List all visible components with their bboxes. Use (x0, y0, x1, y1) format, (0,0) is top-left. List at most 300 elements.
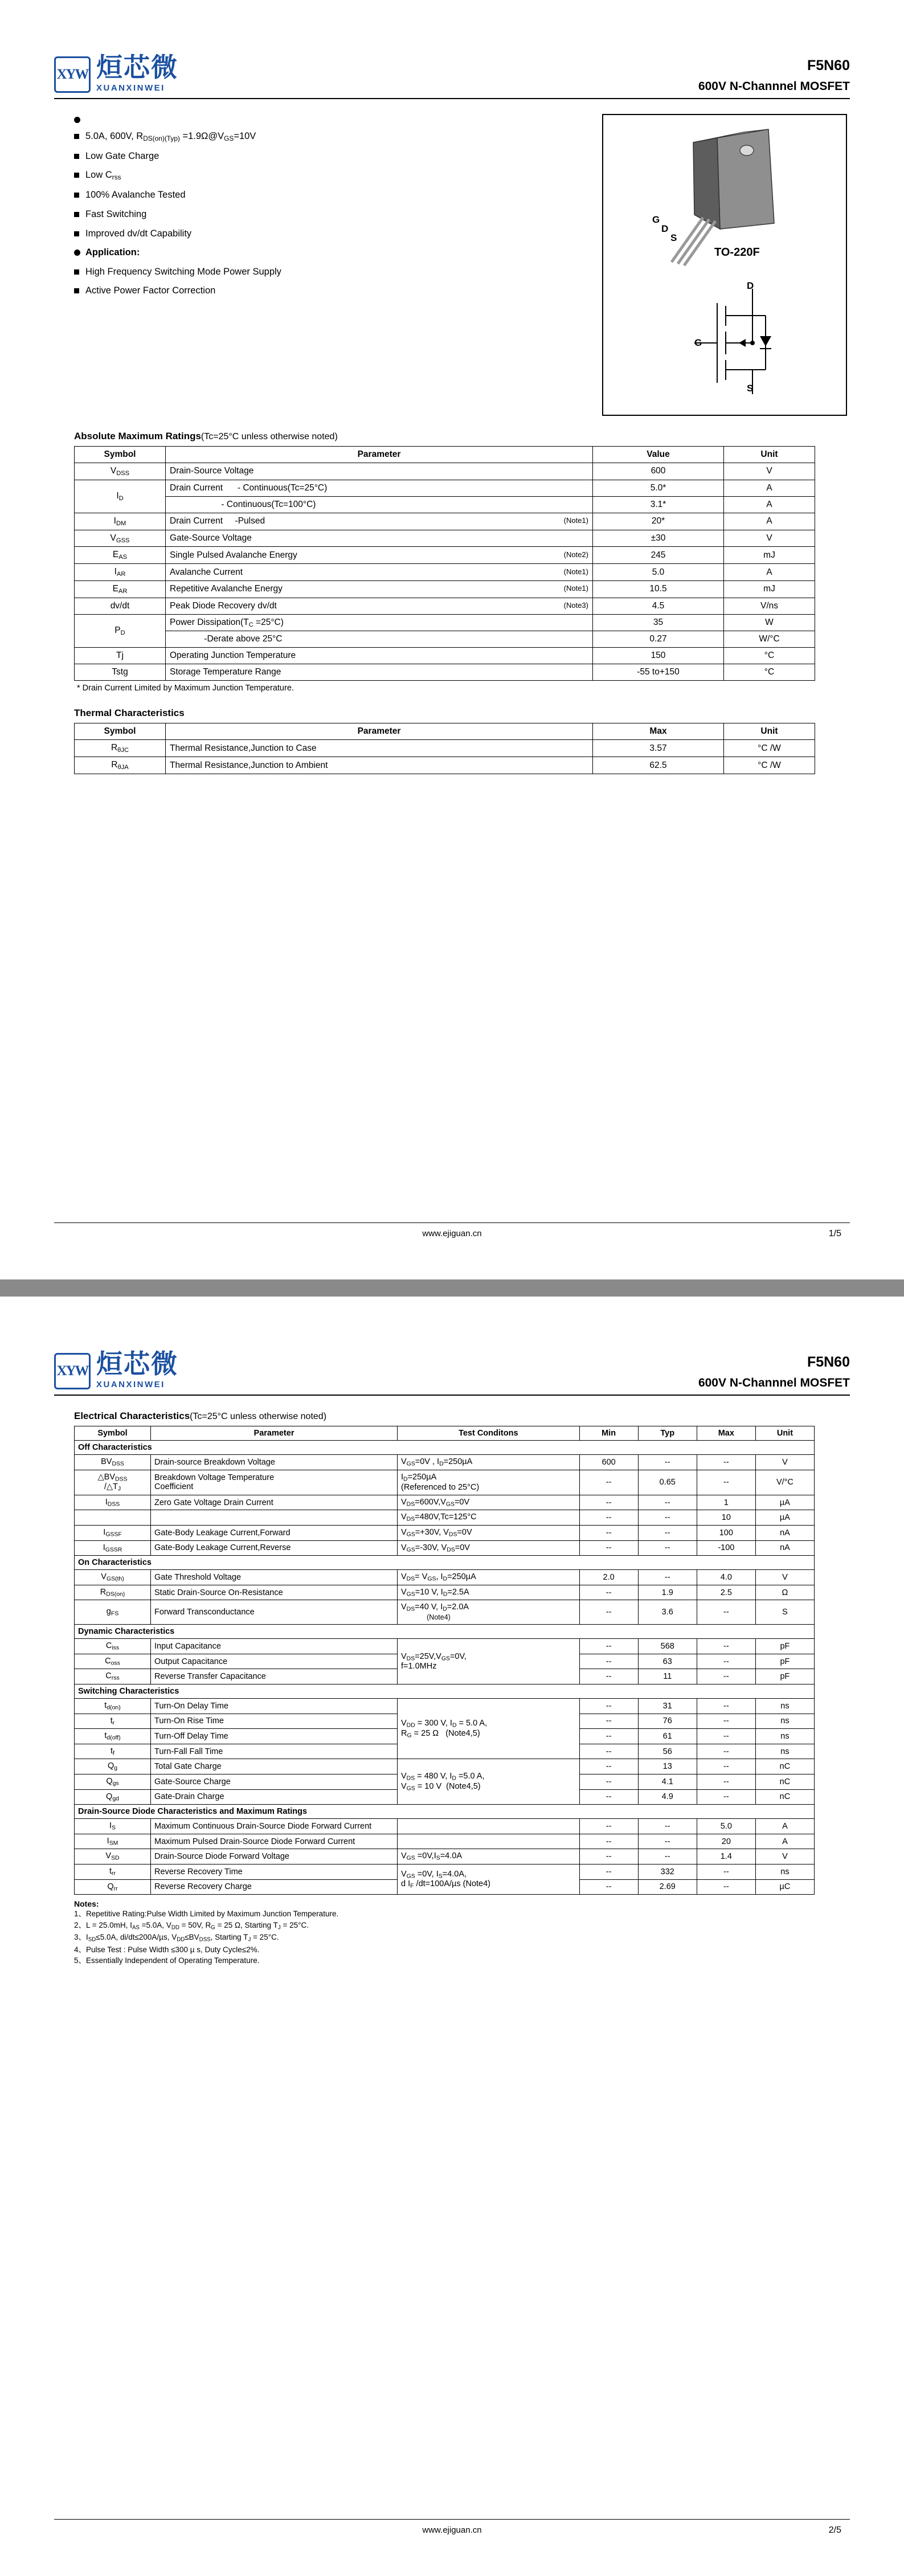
cell-parameter: Total Gate Charge (151, 1759, 398, 1774)
cell-unit: mJ (724, 580, 815, 598)
table-row (75, 1698, 815, 1714)
group-title: On Characteristics (75, 1556, 815, 1570)
bullet-square-icon (74, 173, 79, 178)
cell-unit: S (755, 1600, 814, 1625)
cell-max: -- (697, 1455, 755, 1470)
table-row (75, 1470, 815, 1495)
table-group-row (75, 1625, 815, 1639)
cell-unit: ns (755, 1698, 814, 1714)
footer-url: www.ejiguan.cn (422, 1229, 482, 1238)
cell-value: 245 (593, 547, 724, 564)
column-header: Symbol (75, 723, 166, 740)
cell-symbol: $g_{FS}$ (75, 1600, 151, 1625)
cell-test-condition: $V_{DS}= V_{GS}$, $I_D=250\mu A$ (398, 1570, 580, 1585)
cell-symbol: $R_{\theta JA}$ (75, 757, 166, 774)
cell-parameter: Zero Gate Voltage Drain Current (151, 1495, 398, 1510)
datasheet-page-1 (0, 0, 904, 1279)
cell-parameter: Thermal Resistance,Junction to Case (166, 740, 593, 757)
logo-badge-icon (54, 56, 91, 93)
cell-min: -- (579, 1639, 638, 1654)
cell-min: -- (579, 1510, 638, 1526)
cell-symbol: $P_D$ (75, 614, 166, 648)
lead-label-s: S (670, 232, 677, 243)
header-divider (54, 98, 850, 99)
cell-unit: V/ns (724, 598, 815, 614)
cell-symbol: $E_{AS}$ (75, 547, 166, 564)
cell-symbol: $I_S$ (75, 1819, 151, 1834)
cell-test-condition: $V_{DS}=480V,Tc=125^\circ C$ (398, 1510, 580, 1526)
cell-value: ±30 (593, 530, 724, 547)
cell-symbol: $BV_{DSS}$ (75, 1455, 151, 1470)
cell-max: 5.0 (697, 1819, 755, 1834)
table-group-row (75, 1805, 815, 1819)
cell-typ: 56 (638, 1744, 697, 1759)
features-list (54, 114, 453, 416)
cell-value: 35 (593, 614, 724, 631)
cell-parameter: Thermal Resistance,Junction to Ambient (166, 757, 593, 774)
table-row (75, 1834, 815, 1849)
cell-parameter: Turn-Off Delay Time (151, 1729, 398, 1744)
cell-min: -- (579, 1774, 638, 1789)
cell-unit: W/°C (724, 631, 815, 648)
cell-min: -- (579, 1849, 638, 1864)
cell-unit: nC (755, 1789, 814, 1805)
cell-unit: nA (755, 1540, 814, 1556)
electrical-characteristics-table (74, 1426, 815, 1895)
feature-item (74, 228, 453, 240)
cell-symbol: $I_{AR}$ (75, 564, 166, 581)
cell-unit: mJ (724, 547, 815, 564)
column-header: Unit (724, 447, 815, 463)
cell-parameter: Storage Temperature Range (166, 664, 593, 681)
notes-block (74, 1899, 850, 1966)
cell-symbol: $t_f$ (75, 1744, 151, 1759)
cell-unit: nC (755, 1774, 814, 1789)
cell-parameter (151, 1510, 398, 1526)
cell-parameter: Reverse Recovery Charge (151, 1879, 398, 1895)
cell-unit: ns (755, 1744, 814, 1759)
bullet-square-icon (74, 269, 79, 275)
lead-label-g: G (652, 214, 660, 225)
feature-item (74, 247, 453, 259)
column-header: Parameter (151, 1426, 398, 1441)
table-row (75, 598, 815, 614)
cell-min: -- (579, 1744, 638, 1759)
cell-typ: 568 (638, 1639, 697, 1654)
package-drawing-svg (603, 115, 846, 415)
column-header: Max (593, 723, 724, 740)
cell-unit: µA (755, 1510, 814, 1526)
cell-max: -- (697, 1729, 755, 1744)
cell-typ: -- (638, 1570, 697, 1585)
cell-min: -- (579, 1470, 638, 1495)
cell-typ: -- (638, 1540, 697, 1556)
cell-parameter: - Continuous(Tc=100°C) (166, 496, 593, 513)
cell-parameter: Operating Junction Temperature (166, 648, 593, 664)
bullet-square-icon (74, 193, 79, 198)
cell-parameter: Reverse Recovery Time (151, 1864, 398, 1880)
table-row (75, 1639, 815, 1654)
part-description: 600V N-Channnel MOSFET (698, 1376, 850, 1389)
cell-value: 150 (593, 648, 724, 664)
bullet-square-icon (74, 154, 79, 159)
company-name-cn: 烜芯微 (96, 1348, 178, 1379)
cell-symbol: $V_{DSS}$ (75, 463, 166, 480)
table-row (75, 1495, 815, 1510)
group-title: Dynamic Characteristics (75, 1625, 815, 1639)
cell-symbol: $I_{DM}$ (75, 513, 166, 530)
group-title: Off Characteristics (75, 1441, 815, 1455)
cell-typ: 0.65 (638, 1470, 697, 1495)
electrical-characteristics-title: Electrical Characteristics(Tc=25°C unless otherwise noted) (74, 1410, 327, 1421)
package-diagram (602, 114, 847, 416)
cell-parameter: Turn-Fall Fall Time (151, 1744, 398, 1759)
column-header: Unit (724, 723, 815, 740)
table-row (75, 1819, 815, 1834)
thermal-characteristics-table (74, 723, 815, 774)
cell-parameter: Peak Diode Recovery dv/dt (Note3) (166, 598, 593, 614)
feature-text: Active Power Factor Correction (85, 285, 216, 296)
cell-max: -- (697, 1600, 755, 1625)
company-name-en: XUANXINWEI (96, 1380, 165, 1389)
column-header: Max (697, 1426, 755, 1441)
cell-test-condition: $V_{GS} =0V,I_S=4.0A$ (398, 1849, 580, 1864)
cell-typ: -- (638, 1834, 697, 1849)
cell-max: -- (697, 1774, 755, 1789)
cell-value: 4.5 (593, 598, 724, 614)
cell-unit: pF (755, 1639, 814, 1654)
table-row (75, 757, 815, 774)
cell-typ: 76 (638, 1714, 697, 1729)
feature-item (74, 130, 453, 143)
package-name: TO-220F (714, 246, 760, 259)
column-header: Symbol (75, 1426, 151, 1441)
cell-unit: V (755, 1455, 814, 1470)
bullet-square-icon (74, 288, 79, 293)
cell-max: -- (697, 1470, 755, 1495)
cell-max: -100 (697, 1540, 755, 1556)
cell-unit: µA (755, 1495, 814, 1510)
cell-unit: V (755, 1570, 814, 1585)
cell-typ: -- (638, 1819, 697, 1834)
table-row (75, 580, 815, 598)
cell-min: -- (579, 1495, 638, 1510)
table-row (75, 1849, 815, 1864)
page-footer (0, 1222, 904, 1238)
table-row (75, 1455, 815, 1470)
symbol-label-g: G (694, 337, 702, 348)
cell-max: 20 (697, 1834, 755, 1849)
column-header: Typ (638, 1426, 697, 1441)
cell-test-condition: $V_{DD} = 300$ V, $I_D = 5.0$ A, $R_G = 25$ Ω (Note4,5) (398, 1698, 580, 1759)
cell-symbol: $Q_g$ (75, 1759, 151, 1774)
abs-max-title: Absolute Maximum Ratings(Tc=25°C unless otherwise noted) (74, 431, 338, 441)
cell-max: 1.4 (697, 1849, 755, 1864)
page-number: 2/5 (828, 2525, 841, 2535)
cell-test-condition (398, 1834, 580, 1849)
cell-unit: Ω (755, 1585, 814, 1600)
thermal-title: Thermal Characteristics (74, 708, 185, 719)
cell-symbol: dv/dt (75, 598, 166, 614)
column-header: Parameter (166, 723, 593, 740)
table-row (75, 547, 815, 564)
cell-parameter: Reverse Transfer Capacitance (151, 1669, 398, 1684)
table-row (75, 614, 815, 631)
cell-test-condition: $V_{GS}=+30V$, $V_{DS}=0V$ (398, 1526, 580, 1541)
cell-max: 1 (697, 1495, 755, 1510)
part-number: F5N60 (807, 1354, 850, 1370)
cell-parameter: Maximum Continuous Drain-Source Diode Forward Current (151, 1819, 398, 1834)
feature-text: Application: (85, 247, 140, 258)
column-header: Symbol (75, 447, 166, 463)
cell-symbol: $I_{GSSF}$ (75, 1526, 151, 1541)
cell-max: -- (697, 1669, 755, 1684)
cell-unit: °C (724, 664, 815, 681)
cell-unit: pF (755, 1669, 814, 1684)
cell-value: 5.0* (593, 480, 724, 496)
cell-test-condition: $I_D=250\mu A$ (Referenced to 25°C) (398, 1470, 580, 1495)
footer-url: www.ejiguan.cn (422, 2525, 482, 2535)
cell-symbol: $Q_{rr}$ (75, 1879, 151, 1895)
feature-item (74, 208, 453, 220)
table-header-row (75, 447, 815, 463)
feature-item (74, 285, 453, 297)
cell-symbol: $Q_{gs}$ (75, 1774, 151, 1789)
cell-parameter: Drain Current - Continuous(Tc=25°C) (166, 480, 593, 496)
part-number: F5N60 (807, 58, 850, 73)
cell-max: 62.5 (593, 757, 724, 774)
cell-value: 10.5 (593, 580, 724, 598)
note-item: 5、Essentially Independent of Operating Temperature. (74, 1956, 260, 1965)
cell-test-condition: $V_{GS}=0V$ , $I_D=250\mu A$ (398, 1455, 580, 1470)
cell-parameter: Drain Current -Pulsed (Note1) (166, 513, 593, 530)
cell-min: -- (579, 1600, 638, 1625)
table-row (75, 513, 815, 530)
cell-unit: nA (755, 1526, 814, 1541)
column-header: Unit (755, 1426, 814, 1441)
page-number: 1/5 (828, 1229, 841, 1238)
header-divider (54, 1395, 850, 1396)
cell-symbol: $I_{SM}$ (75, 1834, 151, 1849)
table-row (75, 1864, 815, 1880)
cell-value: -55 to+150 (593, 664, 724, 681)
feature-text: Improved dv/dt Capability (85, 228, 192, 239)
cell-value: 0.27 (593, 631, 724, 648)
cell-typ: 332 (638, 1864, 697, 1880)
cell-min: -- (579, 1654, 638, 1669)
cell-min: 600 (579, 1455, 638, 1470)
table-row (75, 664, 815, 681)
cell-typ: -- (638, 1495, 697, 1510)
cell-unit: A (755, 1834, 814, 1849)
cell-parameter: Single Pulsed Avalanche Energy (Note2) (166, 547, 593, 564)
cell-typ: 4.1 (638, 1774, 697, 1789)
column-header: Parameter (166, 447, 593, 463)
symbol-label-s: S (747, 383, 754, 394)
cell-symbol: $I_{DSS}$ (75, 1495, 151, 1510)
cell-symbol: $\triangle BV_{DSS}$ $/\triangle T_J$ (75, 1470, 151, 1495)
table-row (75, 1526, 815, 1541)
cell-test-condition: $V_{GS}=10$ V, $I_D=2.5A$ (398, 1585, 580, 1600)
feature-item (74, 150, 453, 162)
cell-typ: 3.6 (638, 1600, 697, 1625)
cell-max: -- (697, 1864, 755, 1880)
cell-unit: A (724, 564, 815, 581)
cell-symbol: $C_{oss}$ (75, 1654, 151, 1669)
cell-symbol: Tj (75, 648, 166, 664)
abs-max-footnote: * Drain Current Limited by Maximum Junction Temperature. (77, 684, 294, 693)
cell-symbol: $t_{d(on)}$ (75, 1698, 151, 1714)
table-row (75, 496, 815, 513)
notes-title: Notes: (74, 1899, 99, 1909)
cell-symbol: $t_{d(off)}$ (75, 1729, 151, 1744)
cell-typ: -- (638, 1526, 697, 1541)
cell-symbol: $Q_{gd}$ (75, 1789, 151, 1805)
cell-parameter: Avalanche Current (Note1) (166, 564, 593, 581)
cell-symbol: $V_{GSS}$ (75, 530, 166, 547)
table-row (75, 631, 815, 648)
cell-min: -- (579, 1789, 638, 1805)
cell-max: 3.57 (593, 740, 724, 757)
table-row (75, 1600, 815, 1625)
absolute-maximum-ratings-table (74, 446, 815, 681)
feature-item (74, 114, 453, 123)
cell-typ: 11 (638, 1669, 697, 1684)
cell-parameter: Power $Dissipation(T_C =25^\circ C)$ (166, 614, 593, 631)
cell-parameter: Gate-Source Charge (151, 1774, 398, 1789)
cell-symbol: Tstg (75, 664, 166, 681)
page-header (54, 1297, 850, 1390)
cell-min: -- (579, 1819, 638, 1834)
logo-badge-icon (54, 1353, 91, 1389)
cell-unit: A (724, 496, 815, 513)
table-row (75, 1540, 815, 1556)
cell-min: -- (579, 1729, 638, 1744)
cell-symbol (75, 1510, 151, 1526)
cell-max: -- (697, 1789, 755, 1805)
cell-unit: pF (755, 1654, 814, 1669)
cell-test-condition: $V_{DS}=25V,V_{GS}=0V$, f=1.0MHz (398, 1639, 580, 1684)
company-name-cn: 烜芯微 (96, 52, 178, 83)
feature-text: Low $C_{rss}$ (85, 170, 121, 182)
cell-unit: ns (755, 1729, 814, 1744)
cell-min: -- (579, 1759, 638, 1774)
cell-unit: nC (755, 1759, 814, 1774)
cell-max: 100 (697, 1526, 755, 1541)
cell-parameter: Turn-On Rise Time (151, 1714, 398, 1729)
cell-symbol: $I_D$ (75, 480, 166, 513)
feature-text: Fast Switching (85, 208, 147, 219)
cell-parameter: Output Capacitance (151, 1654, 398, 1669)
table-row (75, 564, 815, 581)
cell-test-condition: $V_{DS}=600V,V_{GS}=0V$ (398, 1495, 580, 1510)
cell-typ: 31 (638, 1698, 697, 1714)
cell-typ: 2.69 (638, 1879, 697, 1895)
cell-parameter: Maximum Pulsed Drain-Source Diode Forward Current (151, 1834, 398, 1849)
cell-typ: -- (638, 1455, 697, 1470)
cell-max: -- (697, 1879, 755, 1895)
cell-max: 4.0 (697, 1570, 755, 1585)
feature-text: 5.0A, 600V, $R_{DS(on)(Typ)}$ $=1.9\Omega@V_{GS}=10V$ (85, 131, 256, 142)
cell-symbol: $C_{iss}$ (75, 1639, 151, 1654)
cell-typ: 61 (638, 1729, 697, 1744)
feature-text: 100% Avalanche Tested (85, 190, 186, 201)
cell-parameter: Drain-source Breakdown Voltage (151, 1455, 398, 1470)
cell-min: -- (579, 1714, 638, 1729)
cell-symbol: $R_{DS(on)}$ (75, 1585, 151, 1600)
column-header: Min (579, 1426, 638, 1441)
table-row (75, 1759, 815, 1774)
cell-parameter: Input Capacitance (151, 1639, 398, 1654)
table-row (75, 480, 815, 496)
cell-value: 600 (593, 463, 724, 480)
cell-unit: V/°C (755, 1470, 814, 1495)
cell-max: -- (697, 1654, 755, 1669)
company-logo (54, 1348, 178, 1389)
cell-max: 2.5 (697, 1585, 755, 1600)
cell-typ: 13 (638, 1759, 697, 1774)
cell-unit: A (755, 1819, 814, 1834)
cell-unit: A (724, 480, 815, 496)
note-item: 1、Repetitive Rating:Pulse Width Limited by Maximum Junction Temperature. (74, 1909, 339, 1919)
table-row (75, 1510, 815, 1526)
bullet-dot-icon (74, 250, 80, 256)
cell-unit: V (724, 463, 815, 480)
cell-test-condition (398, 1819, 580, 1834)
column-header: Test Conditons (398, 1426, 580, 1441)
cell-max: -- (697, 1639, 755, 1654)
cell-symbol: $C_{rss}$ (75, 1669, 151, 1684)
lead-label-d: D (661, 223, 669, 234)
note-item: 2、L = 25.0mH, $I_{AS} =5.0A$, $V_{DD} = 50V$, $R_G = 25$ Ω, Starting $T_J = 25^\circ C$. (74, 1920, 309, 1931)
cell-test-condition: $V_{DS}=40$ V, $I_D=2.0A$ (Note4) (398, 1600, 580, 1625)
part-description: 600V N-Channnel MOSFET (698, 80, 850, 93)
cell-parameter: Drain-Source Voltage (166, 463, 593, 480)
cell-typ: 4.9 (638, 1789, 697, 1805)
table-row (75, 463, 815, 480)
cell-parameter: Breakdown Voltage Temperature Coefficient (151, 1470, 398, 1495)
feature-text: High Frequency Switching Mode Power Supply (85, 266, 281, 277)
cell-typ: 1.9 (638, 1585, 697, 1600)
cell-typ: -- (638, 1849, 697, 1864)
table-row (75, 740, 815, 757)
cell-unit: V (724, 530, 815, 547)
cell-symbol: $V_{SD}$ (75, 1849, 151, 1864)
cell-min: -- (579, 1669, 638, 1684)
cell-min: -- (579, 1698, 638, 1714)
cell-symbol: $V_{GS(th)}$ (75, 1570, 151, 1585)
note-item: 3、$I_{SD}\le 5.0A$, di/dt≤200A/µs, $V_{DD}\le BV_{DSS}$, Starting $T_J = 25^\circ C$. (74, 1933, 279, 1943)
cell-symbol: $t_r$ (75, 1714, 151, 1729)
feature-item (74, 266, 453, 278)
cell-min: -- (579, 1585, 638, 1600)
cell-unit: µC (755, 1879, 814, 1895)
page-footer (0, 2519, 904, 2535)
cell-min: 2.0 (579, 1570, 638, 1585)
cell-unit: ns (755, 1864, 814, 1880)
cell-unit: °C (724, 648, 815, 664)
cell-parameter: -Derate above 25°C (166, 631, 593, 648)
cell-max: -- (697, 1698, 755, 1714)
logo-badge-text: XYW (56, 67, 88, 82)
cell-parameter: Gate-Source Voltage (166, 530, 593, 547)
logo-badge-text: XYW (56, 1363, 88, 1379)
cell-parameter: Forward Transconductance (151, 1600, 398, 1625)
cell-parameter: Gate-Body Leakage Current,Reverse (151, 1540, 398, 1556)
table-row (75, 1585, 815, 1600)
company-logo (54, 54, 178, 93)
cell-parameter: Gate-Body Leakage Current,Forward (151, 1526, 398, 1541)
